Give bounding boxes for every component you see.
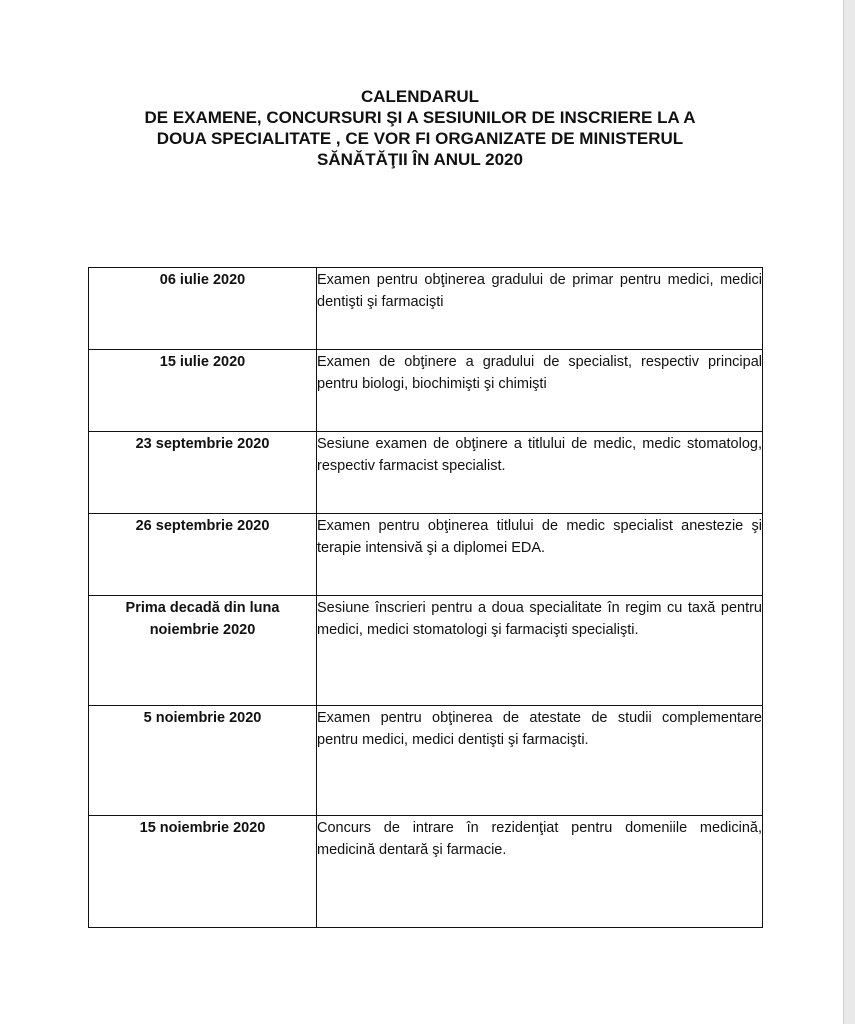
date-cell [89, 816, 317, 928]
description-cell [317, 514, 763, 596]
date-text: 06 iulie 2020 [159, 272, 246, 288]
date-text: 23 septembrie 2020 [135, 436, 270, 452]
calendar-table [88, 267, 763, 928]
date-text: 15 noiembrie 2020 [139, 820, 266, 836]
document-title [60, 86, 780, 170]
date-cell [89, 596, 317, 706]
table-row [89, 268, 763, 350]
description-text: Examen de obţinere a gradului de specialist, respectiv principal pentru biologi, biochimişti şi chimişti [317, 354, 762, 392]
description-text: Examen pentru obţinerea gradului de primar pentru medici, medici dentişti şi farmacişti [317, 272, 762, 310]
table-row [89, 350, 763, 432]
description-text: Sesiune examen de obţinere a titlului de medic, medic stomatolog, respectiv farmacist specialist. [317, 436, 762, 474]
description-cell [317, 268, 763, 350]
description-cell [317, 432, 763, 514]
title-line: SĂNĂTĂŢII ÎN ANUL 2020 [317, 150, 523, 169]
table-row [89, 816, 763, 928]
date-text: 15 iulie 2020 [159, 354, 246, 370]
date-cell [89, 514, 317, 596]
table-row [89, 706, 763, 816]
title-line: DE EXAMENE, CONCURSURI ŞI A SESIUNILOR DE INSCRIERE LA A [144, 108, 696, 127]
date-cell [89, 268, 317, 350]
table-row [89, 432, 763, 514]
description-text: Examen pentru obţinerea titlului de medic specialist anestezie şi terapie intensivă şi a diplomei EDA. [317, 518, 762, 556]
date-cell [89, 350, 317, 432]
description-cell [317, 706, 763, 816]
title-line: CALENDARUL [360, 87, 480, 106]
date-text: 5 noiembrie 2020 [143, 710, 262, 726]
description-text: Concurs de intrare în rezidenţiat pentru domeniile medicină, medicină dentară şi farmacie. [317, 820, 762, 858]
description-cell [317, 596, 763, 706]
table-row [89, 514, 763, 596]
description-text: Sesiune înscrieri pentru a doua specialitate în regim cu taxă pentru medici, medici stomatologi şi farmacişti specialişti. [317, 600, 762, 638]
description-cell [317, 350, 763, 432]
description-cell [317, 816, 763, 928]
table-row [89, 596, 763, 706]
title-line: DOUA SPECIALITATE , CE VOR FI ORGANIZATE DE MINISTERUL [156, 129, 684, 148]
date-cell [89, 432, 317, 514]
date-cell [89, 706, 317, 816]
description-text: Examen pentru obţinerea de atestate de studii complementare pentru medici, medici dentişti şi farmacişti. [317, 710, 762, 748]
date-text: Prima decadă din luna noiembrie 2020 [125, 600, 280, 638]
date-text: 26 septembrie 2020 [135, 518, 270, 534]
